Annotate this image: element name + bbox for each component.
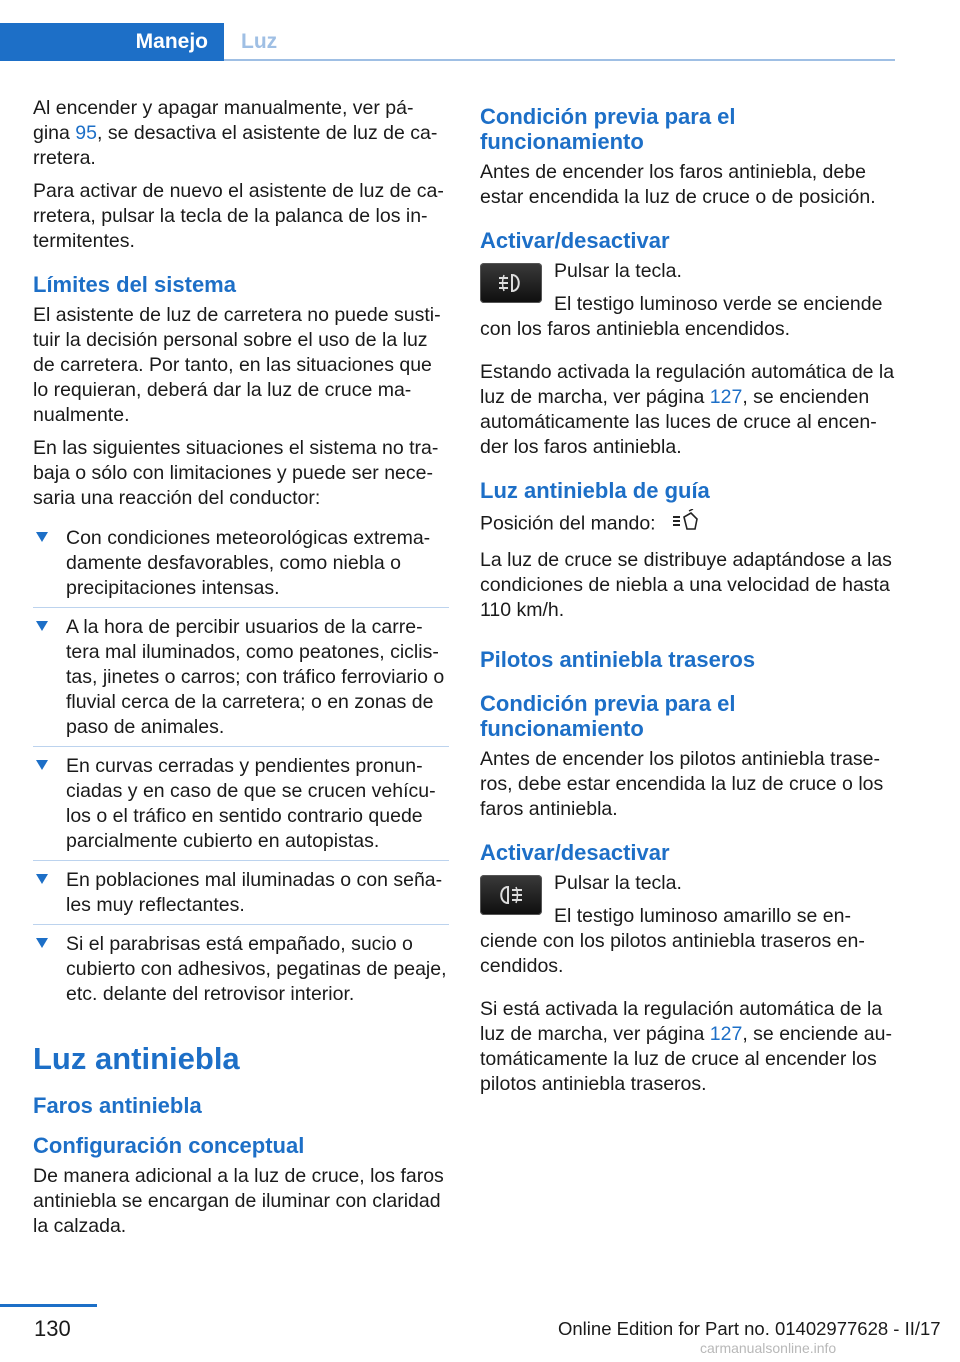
paragraph: De manera adicional a la luz de cruce, los faros antiniebla se encargan de iluminar con claridad la calzada. — [33, 1165, 444, 1237]
fog-guide-light-icon — [669, 509, 703, 540]
heading-configuracion: Configuración conceptual — [33, 1133, 305, 1158]
list-item — [33, 861, 449, 925]
text: Al encender y apagar manualmente, ver pá-gina — [33, 97, 414, 144]
right-column — [480, 96, 896, 1105]
text: , se encienden automáticamente las luces de cruce al encen-der los faros antiniebla. — [480, 386, 877, 458]
paragraph — [480, 360, 896, 460]
heading-pilotos: Pilotos antiniebla traseros — [480, 647, 756, 672]
text: Estando activada la regulación automática de la luz de marcha, ver página — [480, 361, 895, 408]
heading-limites: Límites del sistema — [33, 272, 236, 297]
list-item-text: Si el parabrisas está empañado, sucio o cubierto con adhesivos, pegatinas de peaje, etc. delante del retrovisor interior. — [66, 933, 447, 1005]
triangle-bullet-icon — [36, 938, 48, 948]
paragraph: Pulsar la tecla. — [554, 872, 682, 894]
list-item-text: A la hora de percibir usuarios de la carre-tera mal iluminados, como peatones, ciclis-tas, jinetes o carros; con tráfico ferroviario o fluvial cerca de la carretera; o en zonas de paso de animales. — [66, 616, 445, 738]
heading-activar: Activar/desactivar — [480, 840, 670, 865]
paragraph — [480, 997, 896, 1097]
page-number: 130 — [34, 1316, 71, 1341]
triangle-bullet-icon — [36, 621, 48, 631]
list-item-text: En poblaciones mal iluminadas o con seña-les muy reflectantes. — [66, 869, 443, 916]
paragraph: Antes de encender los faros antiniebla, debe estar encendida la luz de cruce o de posición. — [480, 161, 876, 208]
paragraph: Para activar de nuevo el asistente de luz de ca-rretera, pulsar la tecla de la palanca de los in-termitentes. — [33, 180, 444, 252]
paragraph: Pulsar la tecla. — [554, 260, 682, 282]
list-item-text: Con condiciones meteorológicas extrema-damente desfavorables, como niebla o precipitaciones intensas. — [66, 527, 431, 599]
list-item — [33, 747, 449, 861]
heading-luz-antiniebla: Luz antiniebla — [33, 1041, 240, 1076]
paragraph — [33, 96, 449, 171]
button-instruction — [480, 871, 896, 987]
heading-luz-guia: Luz antiniebla de guía — [480, 478, 710, 503]
left-column — [33, 96, 449, 1247]
heading-activar: Activar/desactivar — [480, 228, 670, 253]
section-tab-luz[interactable]: Luz — [241, 30, 278, 53]
paragraph: El testigo luminoso verde se enciende con los faros antiniebla encendidos. — [480, 293, 883, 340]
text: Si está activada la regulación automática de la luz de marcha, ver página — [480, 998, 883, 1045]
list-item-text: En curvas cerradas y pendientes pronun-ciadas y en caso de que se crucen vehícu-los o el tráfico en sentido contrario quede parcialmente cubierto en autopistas. — [66, 755, 436, 852]
paragraph — [480, 509, 896, 540]
text: , se enciende au-tomáticamente la luz de cruce al encender los pilotos antiniebla traseros. — [480, 1023, 892, 1095]
header-bar — [0, 0, 960, 64]
watermark: carmanualsonline.info — [700, 1340, 837, 1356]
list-item — [33, 925, 449, 1013]
list-item — [33, 519, 449, 608]
page-link-95[interactable]: 95 — [75, 122, 97, 144]
header-rule — [224, 59, 895, 61]
front-fog-lamp-icon — [480, 263, 542, 303]
list-item — [33, 608, 449, 747]
text: , se desactiva el asistente de luz de ca-rretera. — [33, 122, 438, 169]
heading-condicion-previa: Condición previa para el funcionamiento — [480, 691, 736, 741]
heading-faros-antiniebla: Faros antiniebla — [33, 1093, 202, 1118]
triangle-bullet-icon — [36, 532, 48, 542]
page-link-127[interactable]: 127 — [709, 1023, 743, 1045]
button-instruction — [480, 259, 896, 350]
text: Posición del mando: — [480, 512, 656, 535]
heading-condicion-previa: Condición previa para el funcionamiento — [480, 104, 736, 154]
rear-fog-lamp-icon — [480, 875, 542, 915]
paragraph: En las siguientes situaciones el sistema no tra-baja o sólo con limitaciones y puede ser nece-saria una reacción del conductor: — [33, 437, 439, 509]
edition-text: Online Edition for Part no. 01402977628 - II/17 — [558, 1318, 941, 1339]
paragraph: Antes de encender los pilotos antiniebla trase-ros, debe estar encendida la luz de cruce o los faros antiniebla. — [480, 748, 884, 820]
bullet-list — [33, 519, 449, 1013]
section-tab-manejo[interactable]: Manejo — [0, 23, 224, 61]
triangle-bullet-icon — [36, 874, 48, 884]
paragraph: La luz de cruce se distribuye adaptándose a las condiciones de niebla a una velocidad de hasta 110 km/h. — [480, 549, 892, 621]
footer-rule — [0, 1304, 97, 1307]
page-link-127[interactable]: 127 — [709, 386, 743, 408]
paragraph: El asistente de luz de carretera no puede susti-tuir la decisión personal sobre el uso de la luz de carretera. Por tanto, en las situaciones que lo requieran, deberá dar la luz de cruce ma-nualmente. — [33, 304, 441, 426]
triangle-bullet-icon — [36, 760, 48, 770]
paragraph: El testigo luminoso amarillo se en-ciende con los pilotos antiniebla traseros en-cendidos. — [480, 905, 865, 977]
